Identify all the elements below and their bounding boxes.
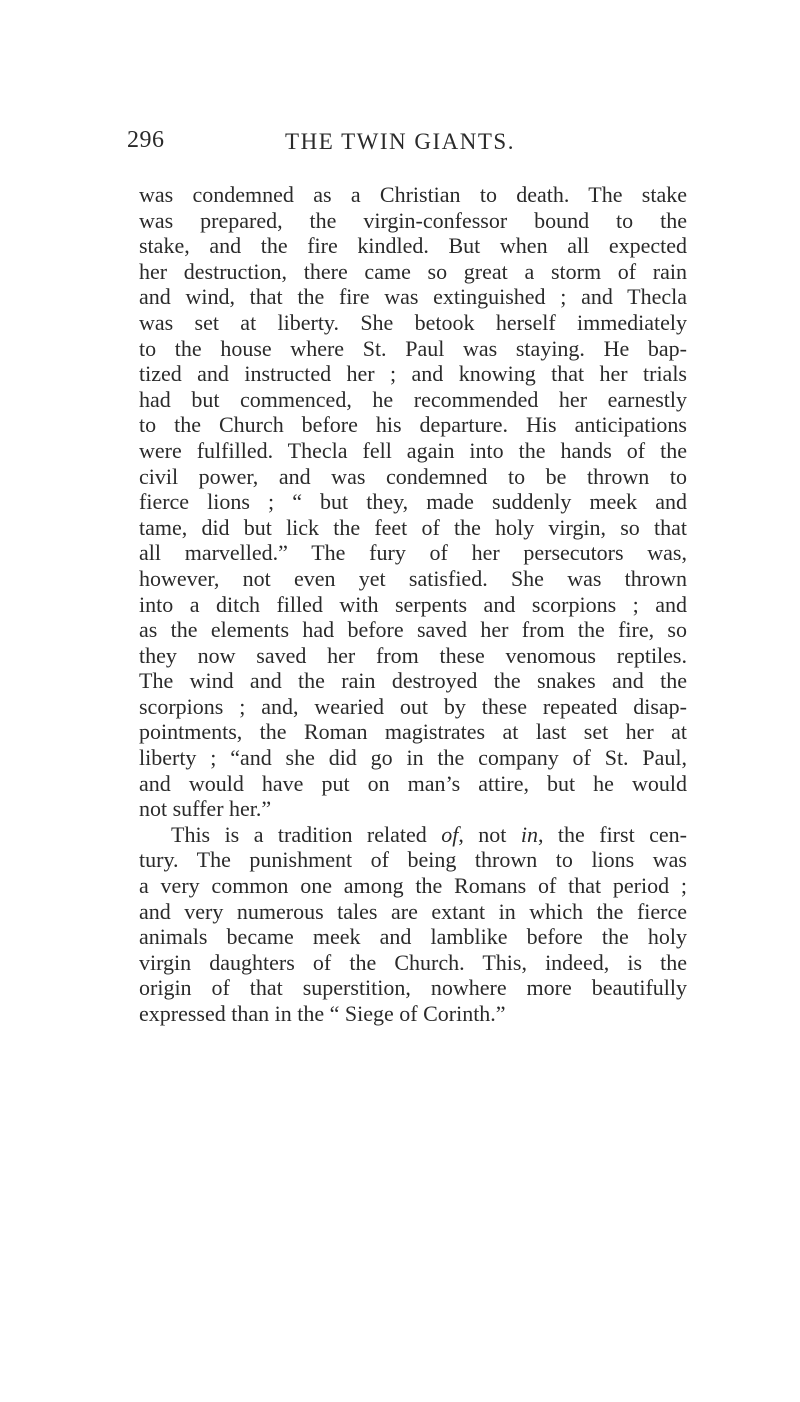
text-line: her destruction, there came so great a storm of rain <box>139 258 687 284</box>
body-text <box>139 182 687 1027</box>
text-line: and wind, that the fire was extinguished ; and Thecla <box>139 284 687 310</box>
text-line: had but commenced, he recommended her earnestly <box>139 386 687 412</box>
text-line: into a ditch filled with serpents and scorpions ; and <box>139 591 687 617</box>
emphasis-in: in <box>520 821 538 847</box>
text-line: as the elements had before saved her from the fire, so <box>139 617 687 643</box>
text-line: they now saved her from these venomous reptiles. <box>139 642 687 668</box>
text-line-start: This is a tradition related <box>171 821 442 847</box>
running-head: THE TWIN GIANTS. <box>285 129 515 154</box>
text-line: stake, and the fire kindled. But when all expected <box>139 233 687 259</box>
paragraph <box>139 822 687 1027</box>
text-line: expressed than in the “ Siege of Corinth.” <box>139 1001 506 1026</box>
text-line: were fulfilled. Thecla fell again into the hands of the <box>139 437 687 463</box>
text-line-first <box>139 822 687 848</box>
text-line: tized and instructed her ; and knowing that her trials <box>139 361 687 387</box>
text-line: animals became meek and lamblike before the holy <box>139 924 687 950</box>
text-line: was prepared, the virgin-confessor bound to the <box>139 207 687 233</box>
text-line: not suffer her.” <box>139 796 272 822</box>
text-line-end: , the first cen- <box>537 821 687 847</box>
text-line: scorpions ; and, wearied out by these repeated disap- <box>139 693 687 719</box>
text-line: however, not even yet satisfied. She was thrown <box>139 565 687 591</box>
text-line: to the Church before his departure. His anticipations <box>139 412 687 438</box>
text-line: a very common one among the Romans of that period ; <box>139 873 687 899</box>
text-line: to the house where St. Paul was staying. He bap- <box>139 335 687 361</box>
text-line-mid: , not <box>458 821 521 847</box>
text-line: and very numerous tales are extant in which the fierce <box>139 898 687 924</box>
emphasis-of: of <box>441 821 459 847</box>
text-line: tame, did but lick the feet of the holy virgin, so that <box>139 514 687 540</box>
text-line: The wind and the rain destroyed the snakes and the <box>139 668 687 694</box>
text-line: was set at liberty. She betook herself immediately <box>139 309 687 335</box>
text-line: civil power, and was condemned to be thrown to <box>139 463 687 489</box>
paragraph <box>139 182 687 822</box>
text-line: pointments, the Roman magistrates at last set her at <box>139 719 687 745</box>
text-line: all marvelled.” The fury of her persecutors was, <box>139 540 687 566</box>
text-line: liberty ; “and she did go in the company of St. Paul, <box>139 745 687 771</box>
text-line: fierce lions ; “ but they, made suddenly meek and <box>139 489 687 515</box>
text-line: virgin daughters of the Church. This, indeed, is the <box>139 949 687 975</box>
text-line: tury. The punishment of being thrown to lions was <box>139 847 687 873</box>
text-line: and would have put on man’s attire, but he would <box>139 770 687 796</box>
text-line: was condemned as a Christian to death. The stake <box>139 182 687 207</box>
page-number: 296 <box>127 127 165 153</box>
text-line: origin of that superstition, nowhere more beautifully <box>139 975 687 1001</box>
